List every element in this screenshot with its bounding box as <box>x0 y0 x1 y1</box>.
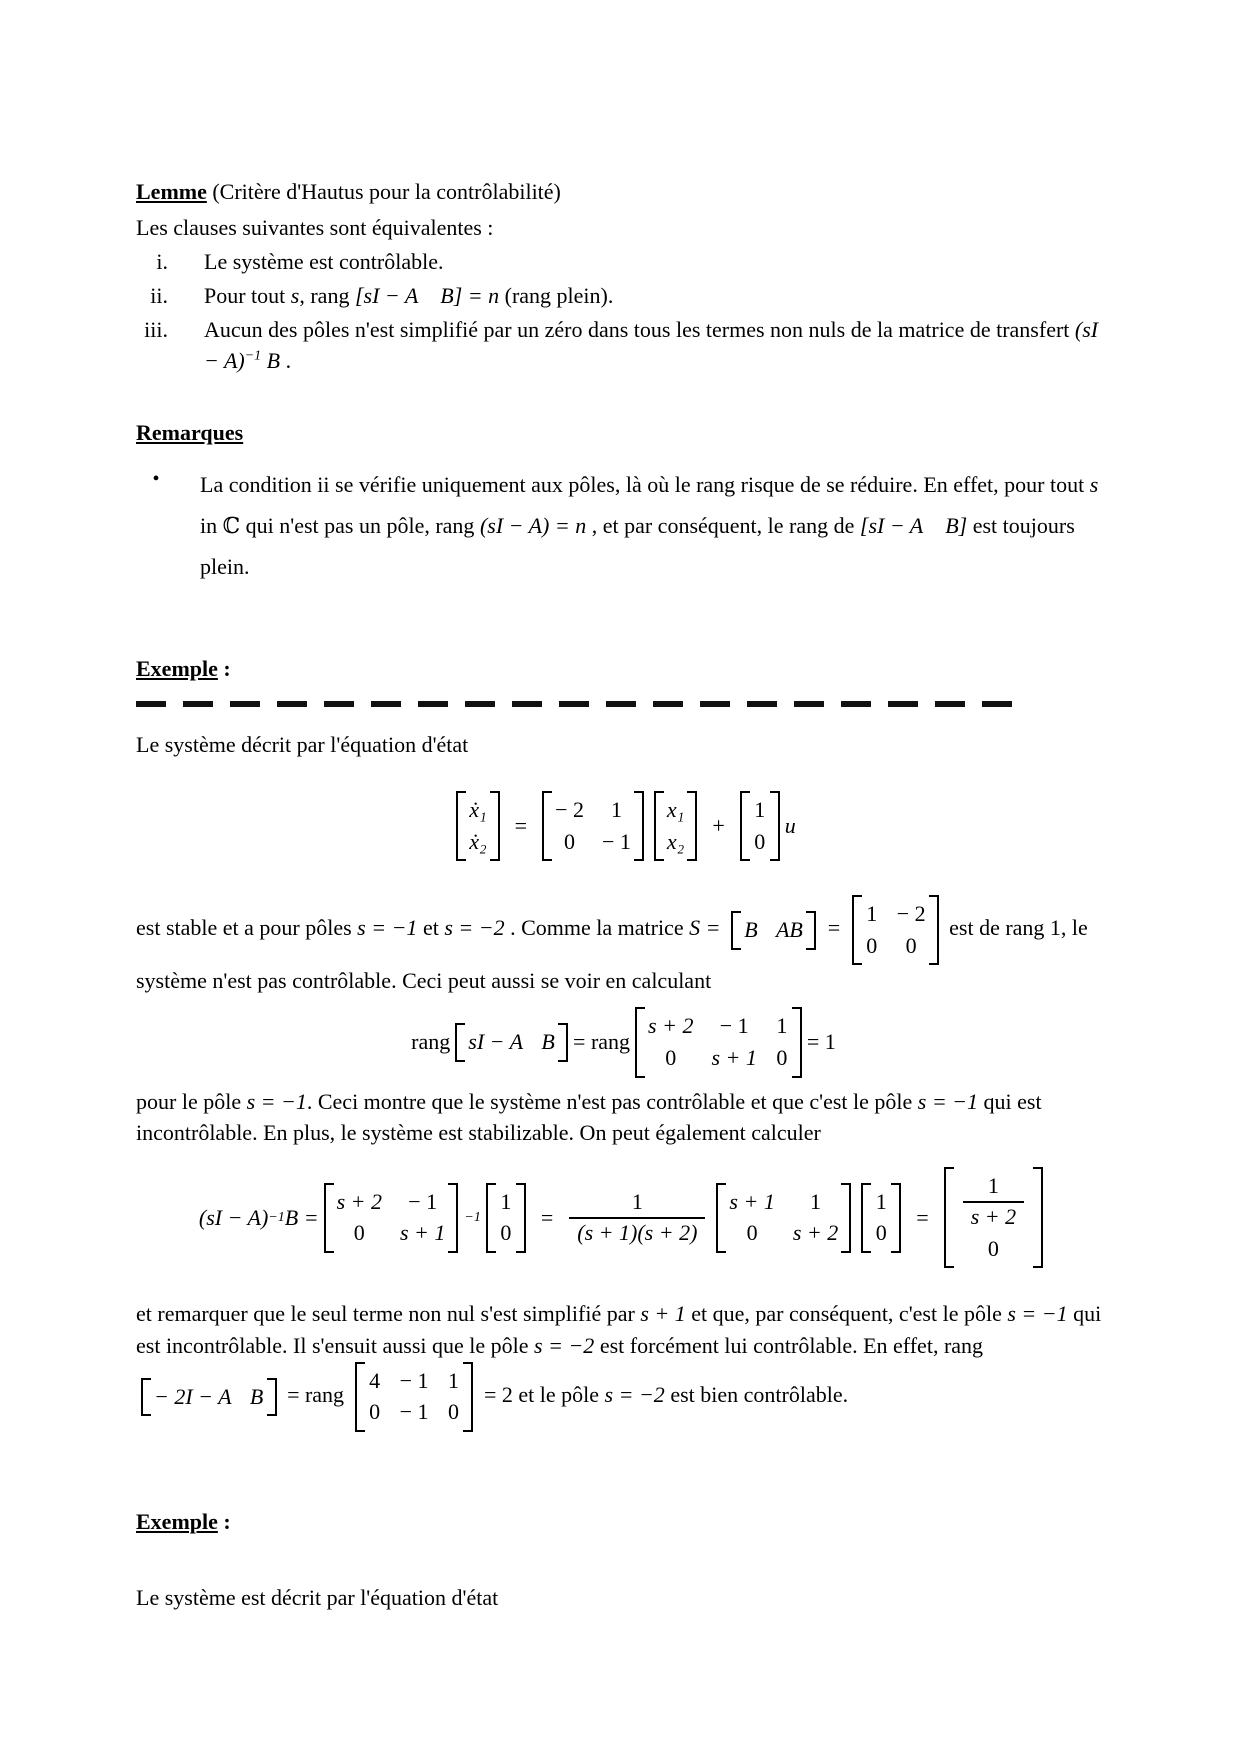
equals-sign: = <box>916 1204 929 1230</box>
conclusion-paragraph <box>136 1298 1111 1432</box>
text-run: , rang <box>299 282 355 308</box>
text-run: = 2 <box>478 1382 513 1408</box>
minus2IA-B-matrix <box>141 1378 277 1417</box>
example1-colon: : <box>217 656 231 682</box>
xdot-vector <box>456 791 499 861</box>
matrix-cell: − 2 <box>555 797 584 823</box>
math-run: s = −2 <box>604 1382 665 1408</box>
matrix-cell: s + 2 <box>336 1188 382 1214</box>
text-run: et remarquer que le seul terme non nul s'est simplifié par <box>136 1301 641 1327</box>
list-marker-ii: ii. <box>150 282 168 308</box>
matrix-cell: B <box>744 917 758 943</box>
fraction-denominator: (s + 1)(s + 2) <box>569 1217 705 1248</box>
list-marker-i: i. <box>156 248 168 274</box>
matrix-cell: 1 <box>866 901 878 927</box>
lemma-title: Lemme <box>136 179 207 204</box>
math-run: S = <box>689 915 726 941</box>
matrix-cell: 0 <box>746 1220 758 1246</box>
matrix-cell: − 1 <box>719 1013 749 1039</box>
remarks-title: Remarques <box>136 420 244 446</box>
matrix-cell: − 1 <box>399 1399 429 1425</box>
bullet-icon: • <box>152 468 160 491</box>
list-item-iii <box>136 314 1111 378</box>
matrix-cell: 0 <box>776 1044 788 1070</box>
remark-text <box>200 465 1111 587</box>
matrix-cell: − 1 <box>399 1367 429 1393</box>
matrix-cell: − 2I − A <box>154 1383 232 1409</box>
sIA-B-matrix <box>455 1023 568 1062</box>
matrix-cell: 1 <box>875 1188 887 1214</box>
matrix-cell: 4 <box>369 1367 381 1393</box>
fraction-numerator: 1 <box>631 1189 643 1215</box>
matrix-cell: 0 <box>754 828 766 854</box>
equals-rang: = rang <box>573 1029 631 1055</box>
text-run: Le système est contrôlable. <box>204 248 444 274</box>
B-AB-matrix <box>731 911 816 950</box>
math-run: [sI − A B] <box>859 512 968 538</box>
lemma-subtitle: (Critère d'Hautus pour la contrôlabilité) <box>206 179 561 204</box>
B-vector <box>740 791 780 861</box>
matrix-cell: 0 <box>665 1044 677 1070</box>
math-run: (sI − A) <box>204 316 1099 374</box>
example2-intro: Le système est décrit par l'équation d'état <box>136 1584 499 1610</box>
adjugate-matrix <box>716 1183 851 1253</box>
math-run: s = −1 <box>917 1088 979 1114</box>
matrix-cell: B <box>541 1029 555 1055</box>
text-run: qui est incontrôlable. Il s'ensuit aussi que le pôle <box>136 1301 1102 1358</box>
matrix-cell: s + 1 <box>729 1188 775 1214</box>
matrix-cell: 0 <box>353 1220 365 1246</box>
fraction-numerator: 1 <box>987 1173 999 1199</box>
rank-matrix <box>635 1007 802 1077</box>
text-run: = rang <box>281 1382 350 1408</box>
matrix-cell: s + 1 <box>400 1220 446 1246</box>
text-run: est forcément lui contrôlable. En effet, rang <box>594 1332 984 1358</box>
list-text-i <box>204 246 1111 278</box>
equals-sign: = <box>514 813 528 839</box>
matrix-cell: s + 2 <box>648 1013 694 1039</box>
x-vector <box>654 791 697 861</box>
lhs-sIA: (sI − A) <box>198 1204 269 1230</box>
B-vector <box>486 1183 526 1253</box>
matrix-cell: 0 <box>905 932 917 958</box>
matrix-cell: − 1 <box>408 1188 438 1214</box>
A-matrix <box>542 791 644 861</box>
matrix-inverse-exponent: −1 <box>464 1209 481 1225</box>
math-run: s = −1 <box>1007 1301 1068 1327</box>
lhs-B-equals: B = <box>284 1204 319 1230</box>
math-run: s = −2 <box>444 915 505 941</box>
text-run: est bien contrôlable. <box>664 1382 849 1408</box>
rank-equation <box>136 1007 1111 1077</box>
matrix-cell: − 1 <box>602 828 631 854</box>
lemma-intro: Les clauses suivantes sont équivalentes : <box>136 214 494 240</box>
math-run: (sI − A) = n <box>479 512 587 538</box>
B-vector <box>861 1183 901 1253</box>
list-item-ii <box>136 280 1111 312</box>
list-text-ii <box>204 280 1111 312</box>
matrix-cell: 0 <box>564 828 576 854</box>
list-marker-iii: iii. <box>144 316 168 342</box>
matrix-cell: 1 <box>500 1188 512 1214</box>
stability-paragraph <box>136 895 1111 997</box>
matrix-cell: B <box>249 1383 264 1409</box>
math-run: s + 1 <box>640 1301 686 1327</box>
text-run: La condition ii se vérifie uniquement aux pôles, là où le rang risque de se réduire. En effet, pour tout <box>200 472 1090 498</box>
matrix-cell: ẋ₁ <box>469 797 487 823</box>
rank2-matrix <box>355 1362 474 1432</box>
result-zero: 0 <box>987 1235 999 1261</box>
matrix-cell: 0 <box>447 1399 459 1425</box>
text-run: . Comme la matrice <box>504 915 690 941</box>
document-page <box>136 0 1111 1614</box>
text-run: . Ceci montre que le système n'est pas contrôlable et que c'est le pôle <box>306 1088 918 1114</box>
remarks-heading <box>136 417 1111 449</box>
rank-result: = 1 <box>806 1029 836 1055</box>
S-matrix <box>852 895 939 965</box>
sIA-matrix <box>324 1183 459 1253</box>
example2-title: Exemple <box>136 1509 218 1535</box>
matrix-cell: ẋ₂ <box>469 828 487 854</box>
result-vector <box>944 1167 1043 1268</box>
text-run: est de rang 1, le système n'est pas contrôlable. Ceci peut aussi se voir en calculant <box>136 915 1088 994</box>
matrix-cell: sI − A <box>468 1029 524 1055</box>
text-run: pour le pôle <box>136 1088 247 1114</box>
example1-intro: Le système décrit par l'équation d'état <box>136 732 469 758</box>
text-run: (rang plein). <box>499 282 614 308</box>
matrix-cell: AB <box>775 917 803 943</box>
example2-heading <box>136 1506 1111 1538</box>
matrix-cell: 1 <box>776 1013 788 1039</box>
matrix-cell: s + 2 <box>792 1220 839 1246</box>
matrix-cell: 1 <box>754 797 766 823</box>
state-equation <box>136 791 1111 861</box>
math-run: s <box>290 282 300 308</box>
math-run: s = −1 <box>246 1088 307 1114</box>
text-run: qui est incontrôlable. En plus, le système est stabilizable. On peut également calculer <box>136 1088 1042 1146</box>
dashed-divider <box>136 701 1014 707</box>
text-run: et le pôle <box>512 1382 605 1408</box>
fraction-denominator: s + 2 <box>963 1201 1024 1232</box>
lemma-heading <box>136 176 1111 208</box>
text-run: Pour tout <box>204 282 291 308</box>
inverse-exponent: −1 <box>244 349 262 365</box>
matrix-cell: 0 <box>500 1220 512 1246</box>
result-fraction <box>963 1172 1024 1231</box>
example2-colon: : <box>217 1509 231 1535</box>
inverse-exponent: −1 <box>268 1209 285 1225</box>
remark-bullet-item <box>136 465 1111 587</box>
matrix-cell: x₁ <box>666 797 685 823</box>
text-run: in ℂ qui n'est pas un pôle, rang <box>200 512 480 538</box>
text-run: est stable et a pour pôles <box>136 915 358 941</box>
text-run: et <box>417 915 445 941</box>
text-run: Aucun des pôles n'est simplifié par un zéro dans tous les termes non nuls de la matrice de transfert <box>204 316 1075 342</box>
math-run: = <box>820 915 847 941</box>
matrix-cell: 1 <box>810 1188 822 1214</box>
text-run: , et par conséquent, le rang de <box>586 512 860 538</box>
equals-sign: = <box>540 1204 554 1230</box>
example1-title: Exemple <box>136 656 218 682</box>
matrix-cell: 0 <box>369 1399 381 1425</box>
text-run: . <box>280 348 292 374</box>
example1-heading <box>136 653 1111 685</box>
math-run: s <box>1089 472 1099 498</box>
text-run: et que, par conséquent, c'est le pôle <box>685 1301 1008 1327</box>
scalar-fraction <box>569 1188 705 1247</box>
math-run: [sI − A B] = n <box>354 282 500 308</box>
math-run: s = −2 <box>534 1332 595 1358</box>
rang-operator: rang <box>411 1029 451 1055</box>
pole-paragraph <box>136 1086 1111 1150</box>
matrix-cell: s + 1 <box>711 1044 757 1070</box>
math-run: B <box>261 348 281 374</box>
matrix-cell: 1 <box>447 1367 459 1393</box>
text-run: est toujours plein. <box>200 512 1075 579</box>
inverse-equation <box>136 1167 1111 1268</box>
list-text-iii <box>204 314 1111 378</box>
input-u: u <box>784 813 796 839</box>
matrix-cell: 0 <box>875 1220 887 1246</box>
list-item-i <box>136 246 1111 278</box>
matrix-cell: x₂ <box>666 828 685 854</box>
matrix-cell: − 2 <box>896 901 926 927</box>
math-run: s = −1 <box>357 915 418 941</box>
plus-sign: + <box>712 813 725 839</box>
matrix-cell: 1 <box>610 797 622 823</box>
matrix-cell: 0 <box>866 932 878 958</box>
